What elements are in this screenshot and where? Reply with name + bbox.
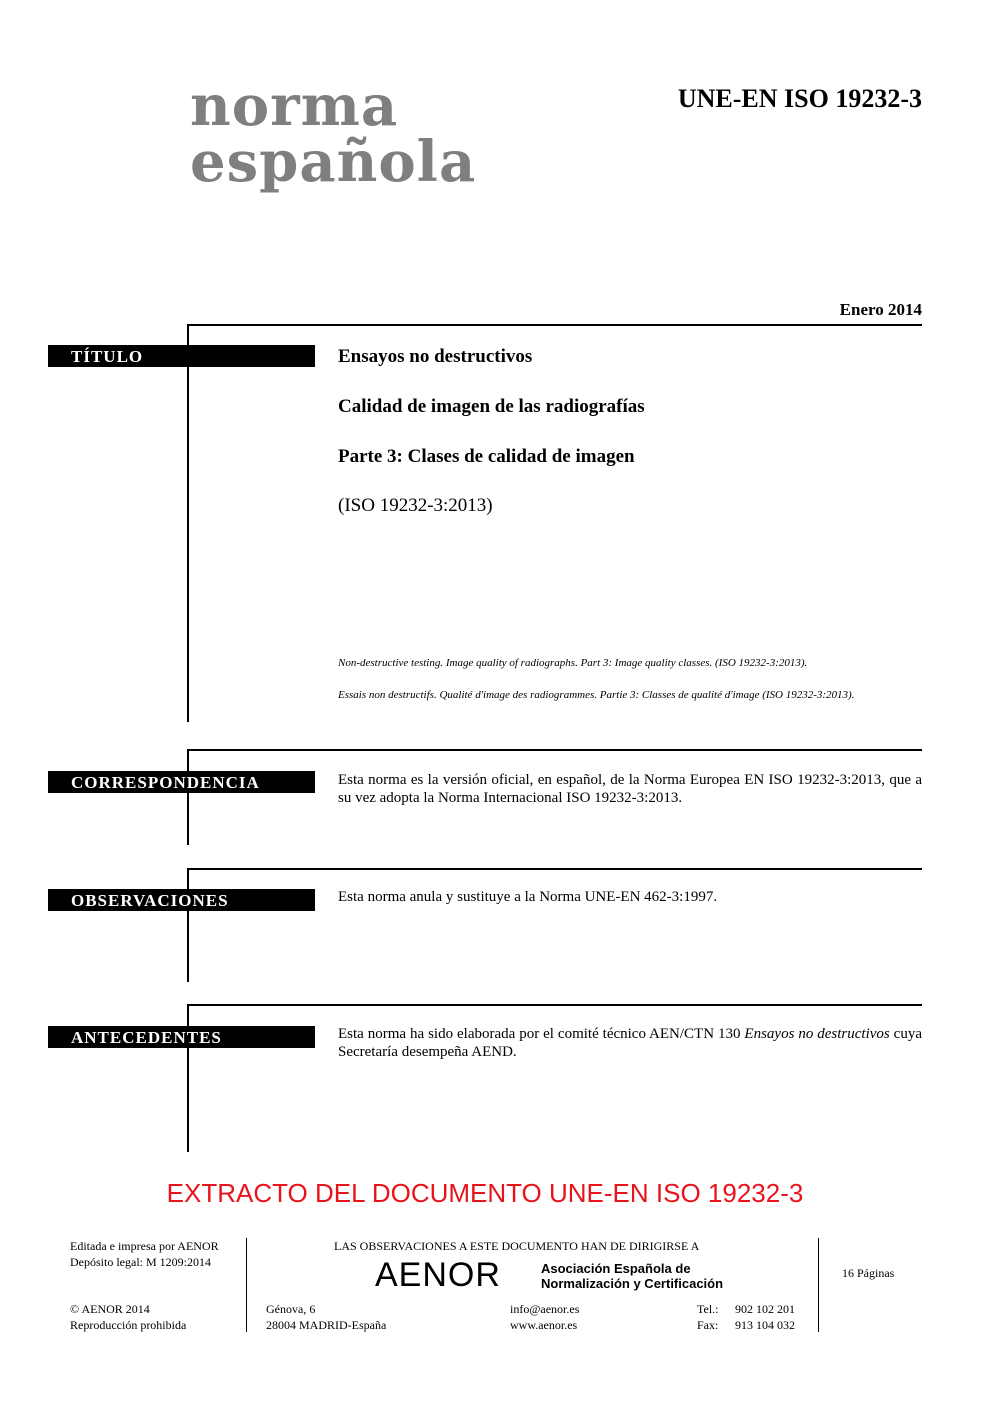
footer-divider-left [246, 1238, 247, 1332]
iso-reference: (ISO 19232-3:2013) [338, 495, 493, 516]
footer-copyright [70, 1301, 186, 1333]
title-line-1: Ensayos no destructivos [338, 346, 533, 367]
observations-note: LAS OBSERVACIONES A ESTE DOCUMENTO HAN DE DIRIGIRSE A [334, 1239, 700, 1253]
tel-label: Tel.: [697, 1302, 719, 1316]
aenor-logo: AENOR [375, 1256, 501, 1294]
observaciones-vrule [187, 868, 189, 982]
observaciones-label: OBSERVACIONES [48, 889, 315, 911]
brand-title [190, 73, 477, 195]
tel-number: 902 102 201 [735, 1302, 795, 1316]
titulo-rule [188, 324, 922, 326]
correspondencia-text: Esta norma es la versión oficial, en español, de la Norma Europea EN ISO 19232-3:2013, que a su vez adopta la Norma Internacional ISO 19232-3:2013. [338, 772, 922, 806]
titulo-label: TÍTULO [48, 345, 315, 367]
correspondencia-vrule [187, 749, 189, 845]
english-title: Non-destructive testing. Image quality of radiographs. Part 3: Image quality classes. (ISO 19232-3:2013). [338, 657, 808, 669]
address [266, 1301, 386, 1333]
page-count: 16 Páginas [842, 1266, 895, 1280]
standard-code: UNE-EN ISO 19232-3 [677, 84, 922, 113]
french-title: Essais non destructifs. Qualité d'image des radiogrammes. Partie 3: Classes de qualité d'image (ISO 19232-3:2013). [338, 689, 855, 701]
antecedentes-text-before: Esta norma ha sido elaborada por el comité técnico AEN/CTN 130 [338, 1026, 745, 1042]
brand-line-1: norma [190, 73, 399, 139]
antecedentes-text-after: cuya Secretaría desempeña AEND. [338, 1026, 922, 1060]
edited-by: Editada e impresa por AENOR [70, 1239, 219, 1253]
observaciones-text: Esta norma anula y sustituye a la Norma UNE-EN 462-3:1997. [338, 889, 718, 905]
address-line-2: 28004 MADRID-España [266, 1318, 387, 1332]
aenor-name-line-1: Asociación Española de [541, 1261, 691, 1276]
contact-phone [697, 1301, 795, 1333]
legal-deposit: Depósito legal: M 1209:2014 [70, 1255, 211, 1269]
correspondencia-rule [188, 749, 922, 751]
aenor-name-line-2: Normalización y Certificación [541, 1276, 724, 1291]
fax-label: Fax: [697, 1318, 719, 1332]
contact-online [510, 1301, 579, 1333]
footer-edition [70, 1238, 219, 1270]
email[interactable]: info@aenor.es [510, 1302, 580, 1316]
website[interactable]: www.aenor.es [510, 1318, 578, 1332]
extract-notice: EXTRACTO DEL DOCUMENTO UNE-EN ISO 19232-3 [166, 1178, 804, 1208]
title-line-3: Parte 3: Clases de calidad de imagen [338, 446, 635, 467]
publication-date: Enero 2014 [839, 300, 922, 319]
titulo-vrule [187, 324, 189, 722]
address-line-1: Génova, 6 [266, 1302, 316, 1316]
footer-divider-right [818, 1238, 819, 1332]
copyright: © AENOR 2014 [70, 1302, 150, 1316]
reproduction-note: Reproducción prohibida [70, 1318, 187, 1332]
fax-number: 913 104 032 [735, 1318, 795, 1332]
title-line-2: Calidad de imagen de las radiografías [338, 396, 645, 417]
antecedentes-rule [188, 1004, 922, 1006]
antecedentes-text [338, 1025, 922, 1061]
committee-name: Ensayos no destructivos [744, 1026, 890, 1042]
correspondencia-label: CORRESPONDENCIA [48, 771, 315, 793]
brand-line-2: española [190, 129, 477, 195]
aenor-full-name [541, 1261, 723, 1291]
antecedentes-label: ANTECEDENTES [48, 1026, 315, 1048]
observaciones-rule [188, 868, 922, 870]
